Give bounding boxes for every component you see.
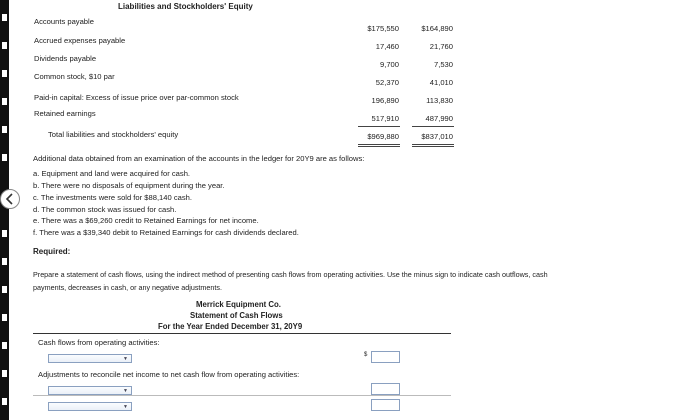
- row-label: Paid-in capital: Excess of issue price over par-common stock: [34, 93, 239, 102]
- list-item: f. There was a $39,340 debit to Retained Earnings for cash dividends declared.: [33, 228, 299, 237]
- required-heading: Required:: [33, 247, 71, 256]
- value-2019: 41,010: [429, 78, 453, 87]
- value-2019: 113,830: [426, 96, 453, 105]
- adjustments-label: Adjustments to reconcile net income to net cash flow from operating activities:: [38, 370, 300, 379]
- additional-intro: Additional data obtained from an examination of the accounts in the ledger for 20Y9 are as follows:: [33, 154, 365, 163]
- value-2020: 196,890: [371, 96, 399, 105]
- caret-down-icon: ▼: [123, 388, 128, 394]
- list-item: b. There were no disposals of equipment during the year.: [33, 181, 225, 190]
- list-item: d. The common stock was issued for cash.: [33, 205, 177, 214]
- list-item: a. Equipment and land were acquired for cash.: [33, 169, 191, 178]
- net-income-amount-input[interactable]: [371, 351, 400, 363]
- row-label: Common stock, $10 par: [34, 72, 115, 81]
- caret-down-icon: ▼: [123, 404, 128, 410]
- net-income-label-select[interactable]: [48, 354, 132, 363]
- value-2019: 21,760: [429, 42, 453, 51]
- chevron-left-icon: [5, 193, 15, 205]
- subtotal-rule: [358, 126, 400, 127]
- instructions-line-2: payments, decreases in cash, or any negative adjustments.: [33, 283, 222, 292]
- list-item: e. There was a $69,260 credit to Retained Earnings for net income.: [33, 216, 259, 225]
- total-double-rule: [358, 144, 400, 145]
- adjustment-amount-input[interactable]: [371, 383, 400, 395]
- value-2019: 7,530: [433, 60, 453, 69]
- total-double-rule: [412, 146, 454, 147]
- value-2020: 17,460: [375, 42, 399, 51]
- total-label: Total liabilities and stockholders' equity: [48, 130, 179, 139]
- adjustment-amount-input[interactable]: [371, 399, 400, 411]
- section-title: Liabilities and Stockholders' Equity: [118, 2, 253, 11]
- statement-period: For the Year Ended December 31, 20Y9: [158, 322, 303, 331]
- adjustment-label-select[interactable]: [48, 402, 132, 411]
- back-button[interactable]: [0, 189, 20, 209]
- total-2019: $837,010: [421, 132, 453, 141]
- caret-down-icon: ▼: [123, 356, 128, 362]
- row-label: Retained earnings: [34, 109, 96, 118]
- total-2020: $969,880: [367, 132, 399, 141]
- adjustment-label-select[interactable]: [48, 386, 132, 395]
- value-2020: 517,910: [371, 114, 399, 123]
- total-double-rule: [412, 144, 454, 145]
- value-2020: 9,700: [379, 60, 399, 69]
- value-2019: 487,990: [425, 114, 453, 123]
- value-2020: 52,370: [375, 78, 399, 87]
- instructions-line-1: Prepare a statement of cash flows, using the indirect method of presenting cash flows from operating activities. Use the minus sign to indicate cash outflows, cash: [33, 270, 548, 279]
- header-divider: [33, 333, 451, 334]
- company-name: Merrick Equipment Co.: [196, 300, 281, 309]
- value-2020: $175,550: [367, 24, 399, 33]
- statement-title: Statement of Cash Flows: [190, 311, 283, 320]
- value-2019: $164,890: [421, 24, 453, 33]
- row-divider: [33, 395, 451, 396]
- subtotal-rule: [412, 126, 454, 127]
- list-item: c. The investments were sold for $88,140 cash.: [33, 193, 192, 202]
- operating-activities-label: Cash flows from operating activities:: [38, 338, 160, 347]
- total-double-rule: [358, 146, 400, 147]
- row-label: Dividends payable: [34, 54, 97, 63]
- row-label: Accounts payable: [34, 17, 94, 26]
- left-edge-strip: [0, 0, 9, 420]
- currency-symbol: $: [364, 352, 368, 358]
- row-label: Accrued expenses payable: [34, 36, 126, 45]
